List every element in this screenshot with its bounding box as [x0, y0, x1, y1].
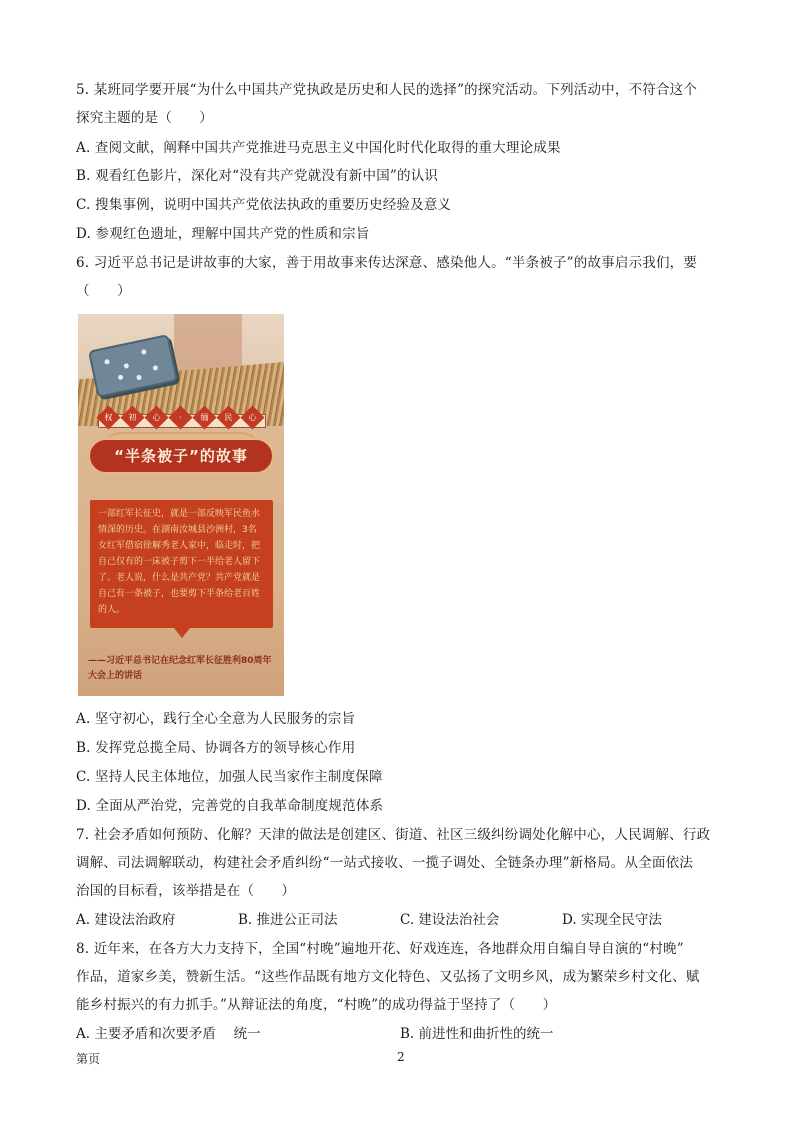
q8-stem-line-1: 8. 近年来，在各方大力支持下，全国“村晚”遍地开花、好戏连连，各地群众用自编自导自演的“村晚”: [76, 941, 684, 957]
q6-option-d: D. 全面从严治党，完善党的自我革命制度规范体系: [76, 798, 384, 814]
q5-stem-line-1: 5. 某班同学要开展“为什么中国共产党执政是历史和人民的选择”的探究活动。下列活动中，不符合这个: [76, 82, 698, 98]
banner-char: 缅: [200, 413, 209, 422]
q5-stem-line-2: 探究主题的是（ ）: [76, 110, 213, 126]
q5-option-b: B. 观看红色影片，深化对“没有共产党就没有新中国”的认识: [76, 168, 439, 184]
q8-stem-line-2: 作品，道家乡美，赞新生活。“这些作品既有地方文化特色、又弘扬了文明乡风，成为繁荣乡村文化、赋: [76, 969, 700, 985]
poster-title: “半条被子”的故事: [88, 438, 274, 474]
poster-banner: [98, 409, 264, 431]
banner-char: 心: [248, 413, 257, 422]
q6-option-a: A. 坚守初心，践行全心全意为人民服务的宗旨: [76, 711, 356, 727]
q7-stem-line-2: 调解、司法调解联动，构建社会矛盾纠纷“一站式接收、一揽子调处、全链条办理”新格局。从全面依法: [76, 855, 694, 871]
banner-char: ·: [179, 413, 182, 422]
banner-char: 心: [152, 413, 161, 422]
q7-stem-line-3: 治国的目标看，该举措是在（ ）: [76, 883, 296, 899]
q7-stem-line-1: 7. 社会矛盾如何预防、化解？天津的做法是创建区、街道、社区三级纠纷调处化解中心，人民调解、行政: [76, 827, 711, 843]
poster-flag-shape: [174, 314, 242, 374]
q8-option-b: B. 前进性和曲折性的统一: [400, 1026, 554, 1042]
q7-option-a: A. 建设法治政府: [76, 912, 176, 928]
footer-page-number: 2: [397, 1050, 405, 1064]
footer-page-label: 第页: [76, 1052, 101, 1066]
q6-stem-line-2: （ ）: [76, 283, 131, 299]
banner-char: 初: [128, 413, 137, 422]
q8-stem-line-3: 能乡村振兴的有力抓手。”从辩证法的角度，“村晚”的成功得益于坚持了（ ）: [76, 997, 557, 1013]
banner-char: 权: [104, 413, 113, 422]
poster-quote-source: ——习近平总书记在纪念红军长征胜利80周年大会上的讲话: [88, 656, 272, 681]
banner-char: 民: [224, 413, 233, 422]
q7-option-c: C. 建设法治社会: [400, 912, 500, 928]
q6-stem-line-1: 6. 习近平总书记是讲故事的大家，善于用故事来传达深意、感染他人。“半条被子”的故事启示我们，要: [76, 255, 698, 271]
speech-bubble-tail: [174, 628, 190, 638]
q5-option-a: A. 查阅文献，阐释中国共产党推进马克思主义中国化时代化取得的重大理论成果: [76, 140, 561, 156]
poster-story-text: 一部红军长征史，就是一部反映军民鱼水情深的历史。在湖南汝城县沙洲村，3名女红军借宿徐解秀老人家中，临走时，把自己仅有的一床被子剪下一半给老人留下了。老人说，什么是共产党？共产党就是自己有一条被子，也要剪下半条给老百姓的人。: [90, 500, 273, 628]
q7-option-d: D. 实现全民守法: [562, 912, 662, 928]
q5-option-c: C. 搜集事例，说明中国共产党依法执政的重要历史经验及意义: [76, 197, 452, 213]
q7-option-b: B. 推进公正司法: [238, 912, 338, 928]
half-quilt-story-poster: [78, 314, 284, 696]
q6-option-c: C. 坚持人民主体地位，加强人民当家作主制度保障: [76, 769, 383, 785]
q6-option-b: B. 发挥党总揽全局、协调各方的领导核心作用: [76, 740, 356, 756]
q5-option-d: D. 参观红色遗址，理解中国共产党的性质和宗旨: [76, 226, 370, 242]
q8-option-a: A. 主要矛盾和次要矛盾 统一: [76, 1026, 261, 1042]
